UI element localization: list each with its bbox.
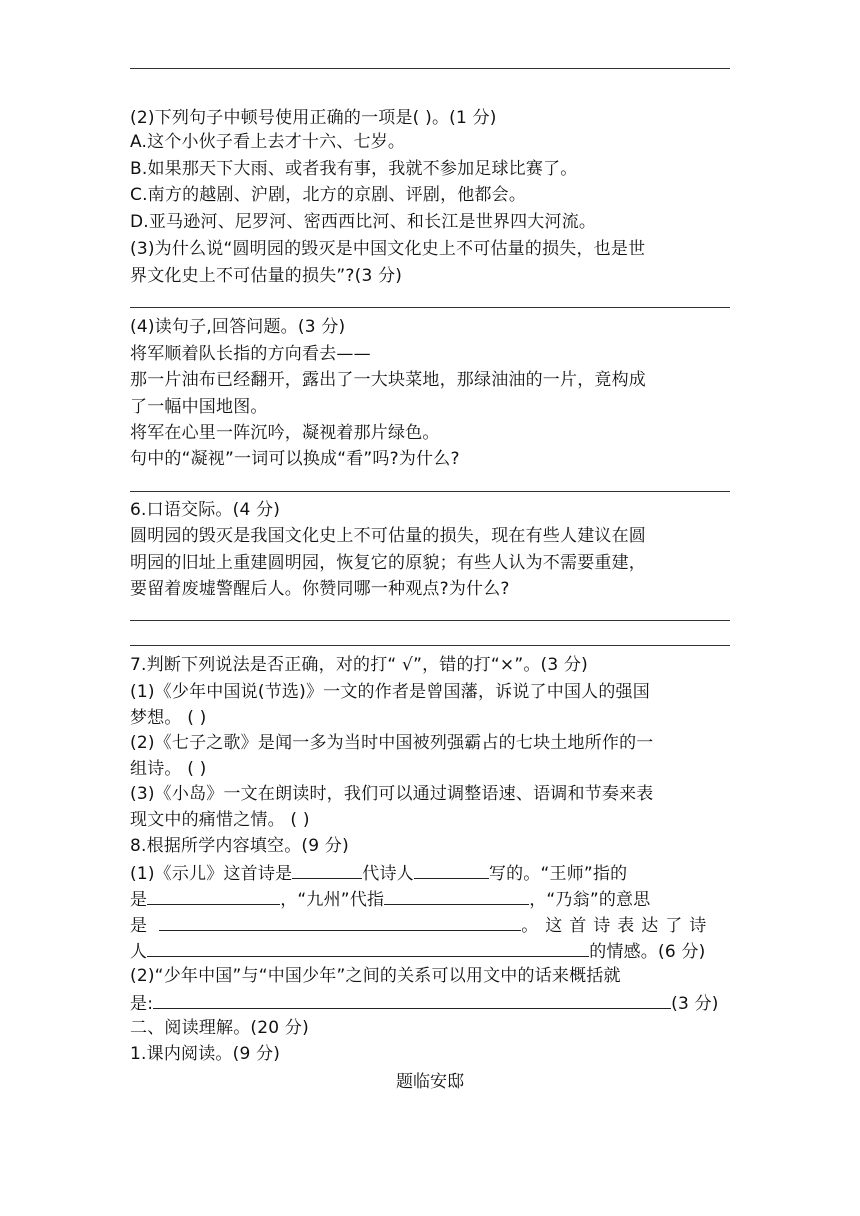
fill-blank[interactable] [159, 912, 521, 931]
question-line: (3)为什么说“圆明园的毁灭是中国文化史上不可估量的损失，也是世 [130, 239, 646, 259]
question-stem: 7.判断下列说法是否正确，对的打“ √”，错的打“×”。(3 分) [130, 655, 589, 675]
question-line: 明园的旧址上重建圆明园，恢复它的原貌；有些人认为不需要重建， [130, 553, 646, 573]
passage-line: 了一幅中国地图。 [130, 397, 268, 417]
fill-blank[interactable] [147, 886, 280, 905]
answer-line [130, 307, 730, 308]
passage-line: 将军顺着队长指的方向看去—— [130, 344, 371, 364]
fill-line [130, 886, 730, 912]
statement-line: (1)《少年中国说(节选)》一文的作者是曾国藩，诉说了中国人的强国 [130, 682, 650, 702]
question-line: 圆明园的毁灭是我国文化史上不可估量的损失，现在有些人建议在圆 [130, 526, 646, 546]
fill-text: 。这首诗表达了诗 [521, 916, 714, 936]
fill-text: (1)《示儿》这首诗是 [130, 864, 293, 884]
option-d: D.亚马逊河、尼罗河、密西西比河、和长江是世界四大河流。 [130, 212, 597, 232]
fill-line [130, 938, 730, 964]
statement-line: (3)《小岛》一文在朗读时，我们可以通过调整语速、语调和节奏来表 [130, 784, 654, 804]
question-stem: (2)下列句子中顿号使用正确的一项是( )。(1 分) [130, 108, 497, 128]
fill-text: 写的。“王师”指的 [488, 864, 628, 884]
fill-text: 是: [130, 994, 154, 1014]
passage-line: 那一片油布已经翻开，露出了一大块菜地，那绿油油的一片，竟构成 [130, 370, 646, 390]
question-stem: (4)读句子,回答问题。(3 分) [130, 317, 346, 337]
fill-text: ，“九州”代指 [280, 890, 385, 910]
question-stem: 8.根据所学内容填空。(9 分) [130, 836, 349, 856]
answer-line [130, 645, 730, 646]
question-line: 句中的“凝视”一词可以换成“看”吗?为什么? [130, 449, 460, 469]
option-c: C.南方的越剧、沪剧，北方的京剧、评剧，他都会。 [130, 185, 527, 205]
statement-line: 组诗。 ( ) [130, 759, 207, 779]
top-rule [130, 68, 730, 69]
fill-text: 的情感。(6 分) [589, 942, 706, 962]
question-line: 界文化史上不可估量的损失”?(3 分) [130, 266, 403, 286]
question-stem: 6.口语交际。(4 分) [130, 500, 281, 520]
fill-blank[interactable] [147, 938, 589, 957]
fill-blank[interactable] [414, 860, 489, 879]
fill-text: (3 分) [671, 994, 719, 1014]
subsection-heading: 1.课内阅读。(9 分) [130, 1044, 281, 1064]
fill-text: ，“乃翁”的意思 [529, 890, 651, 910]
section-heading: 二、阅读理解。(20 分) [130, 1018, 309, 1038]
answer-line [130, 620, 730, 621]
question-line: 要留着废墟警醒后人。你赞同哪一种观点?为什么? [130, 579, 510, 599]
passage-line: 将军在心里一阵沉吟，凝视着那片绿色。 [130, 423, 440, 443]
poem-title: 题临安邸 [396, 1072, 464, 1092]
fill-blank[interactable] [384, 886, 529, 905]
fill-text: 代诗人 [362, 864, 414, 884]
fill-blank[interactable] [292, 860, 362, 879]
option-a: A.这个小伙子看上去才十六、七岁。 [130, 132, 406, 152]
option-b: B.如果那天下大雨、或者我有事，我就不参加足球比赛了。 [130, 159, 578, 179]
fill-line [130, 912, 730, 938]
fill-text: 是 [130, 916, 148, 936]
statement-line: (2)《七子之歌》是闻一多为当时中国被列强霸占的七块土地所作的一 [130, 733, 654, 753]
fill-line: (2)“少年中国”与“中国少年”之间的关系可以用文中的话来概括就 [130, 966, 621, 986]
fill-text: 是 [130, 890, 148, 910]
fill-line [130, 860, 730, 886]
fill-text: 人 [130, 942, 148, 962]
answer-line [130, 491, 730, 492]
statement-line: 梦想。 ( ) [130, 708, 207, 728]
fill-line [130, 990, 730, 1016]
statement-line: 现文中的痛惜之情。 ( ) [130, 810, 310, 830]
fill-blank[interactable] [153, 990, 671, 1009]
